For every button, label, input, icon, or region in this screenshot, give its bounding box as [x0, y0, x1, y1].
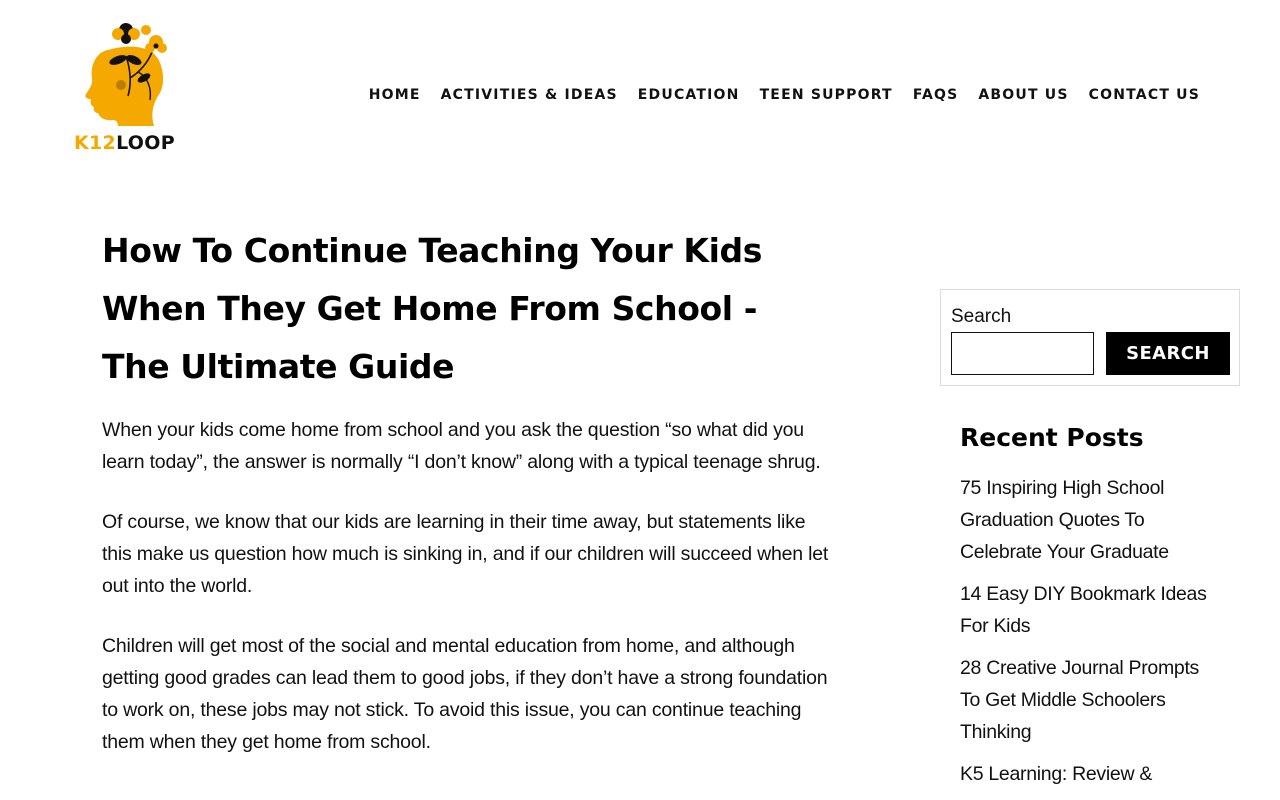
search-button[interactable]: SEARCH [1106, 332, 1230, 375]
search-widget [940, 289, 1240, 386]
recent-post-item [960, 578, 1220, 642]
logo-text-loop: LOOP [116, 132, 175, 154]
nav-item-about-us[interactable]: ABOUT US [978, 87, 1069, 103]
site-logo[interactable] [72, 16, 182, 156]
recent-posts-heading: Recent Posts [960, 423, 1144, 452]
article-paragraph: When your kids come home from school and you ask the question “so what did you learn today”, the answer is normally “I don’t know” along with a typical teenage shrug. [102, 419, 821, 473]
recent-post-link[interactable]: 14 Easy DIY Bookmark Ideas For Kids [960, 583, 1207, 637]
head-flower-icon [78, 16, 178, 128]
article-title: How To Continue Teaching Your Kids When They Get Home From School - The Ultimate Guide [102, 231, 762, 386]
nav-item-contact-us[interactable]: CONTACT US [1088, 87, 1200, 103]
search-label: Search [951, 306, 1012, 327]
recent-post-item [960, 472, 1220, 568]
article [102, 222, 832, 758]
search-input[interactable] [951, 332, 1094, 375]
recent-posts-list [960, 472, 1220, 790]
logo-wordmark [74, 132, 175, 154]
nav-item-faqs[interactable]: FAQS [912, 87, 959, 103]
recent-post-item [960, 758, 1220, 790]
main-nav [369, 87, 1200, 103]
recent-post-link[interactable]: 28 Creative Journal Prompts To Get Middle Schoolers Thinking [960, 657, 1200, 743]
recent-post-link[interactable]: K5 Learning: Review & [960, 763, 1153, 785]
recent-post-item [960, 652, 1220, 748]
nav-item-activities-ideas[interactable]: ACTIVITIES & IDEAS [440, 87, 618, 103]
logo-text-k12: K12 [74, 132, 117, 154]
recent-post-link[interactable]: 75 Inspiring High School Graduation Quotes To Celebrate Your Graduate [960, 477, 1169, 563]
article-paragraph: Children will get most of the social and mental education from home, and although getting good grades can lead them to good jobs, if they don’t have a strong foundation to work on, these jobs may not stick. To avoid this issue, you can continue teaching them when they get home from school. [102, 635, 828, 753]
nav-item-teen-support[interactable]: TEEN SUPPORT [759, 87, 893, 103]
nav-item-home[interactable]: HOME [368, 87, 421, 103]
nav-item-education[interactable]: EDUCATION [637, 87, 740, 103]
recent-posts-widget [960, 420, 1220, 800]
article-paragraph: Of course, we know that our kids are learning in their time away, but statements like this make us question how much is sinking in, and if our children will succeed when let out into the world. [102, 511, 829, 597]
